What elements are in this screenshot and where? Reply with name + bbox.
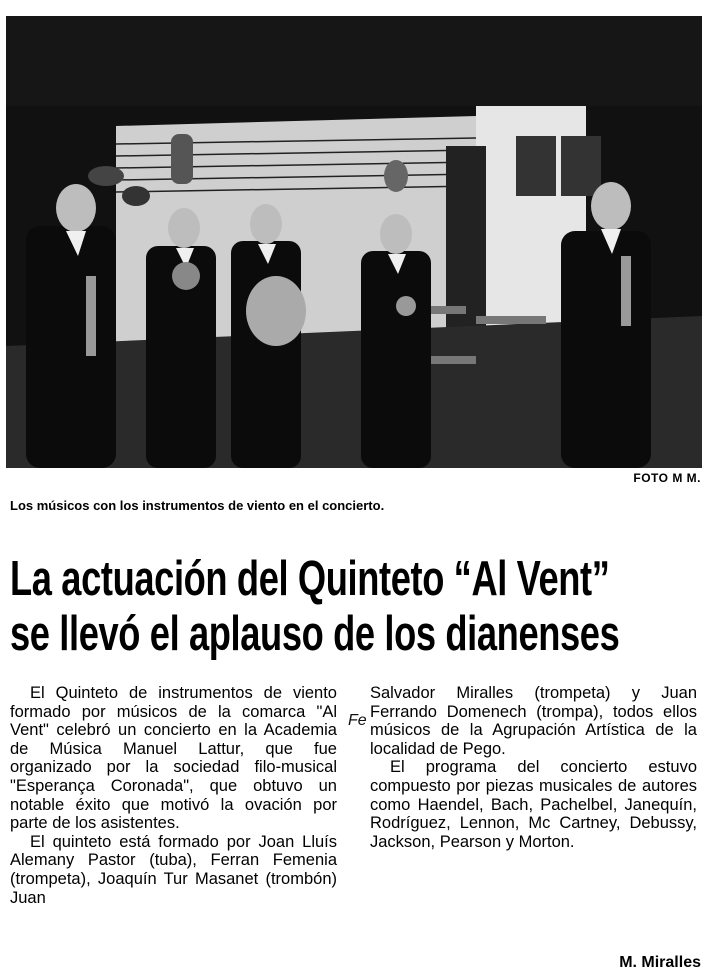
concert-photo bbox=[6, 16, 702, 468]
headline-line-1: La actuación del Quinteto “Al Vent” bbox=[10, 552, 610, 606]
photo-caption: Los músicos con los instrumentos de viento en el concierto. bbox=[10, 498, 385, 513]
article-column-2 bbox=[370, 684, 697, 851]
handwritten-mark: Fe bbox=[348, 712, 367, 729]
article-paragraph: Salvador Miralles (trompeta) y Juan Ferrando Domenech (trompa), todos ellos músicos de la Agrupación Artística de la localidad de Pego. bbox=[370, 684, 697, 758]
photo-credit: FOTO M M. bbox=[633, 471, 701, 485]
article-column-1 bbox=[10, 684, 337, 907]
article-paragraph: El quinteto está formado por Joan Lluís Alemany Pastor (tuba), Ferran Femenia (trompeta), Joaquín Tur Masanet (trombón) Juan bbox=[10, 832, 337, 907]
concert-photo-illustration bbox=[6, 16, 702, 468]
headline-line-2: se llevó el aplauso de los dianenses bbox=[10, 607, 620, 661]
article-paragraph: El programa del concierto estuvo compuesto por piezas musicales de autores como Haendel, Bach, Pachelbel, Janequín, Rodríguez, Lennon, Mc Cartney, Debussy, Jackson, Pearson y Morton. bbox=[370, 758, 697, 851]
article-paragraph: El Quinteto de instrumentos de viento formado por músicos de la comarca "Al Vent" celebró un concierto en la Academia de Música Manuel Lattur, que fue organizado por la sociedad filo-musical "Esperança Coronada", que obtuvo un notable éxito que motivó la ovación por parte de los asistentes. bbox=[10, 684, 337, 833]
headline bbox=[10, 552, 620, 662]
author-signature: M. Miralles bbox=[619, 954, 701, 971]
